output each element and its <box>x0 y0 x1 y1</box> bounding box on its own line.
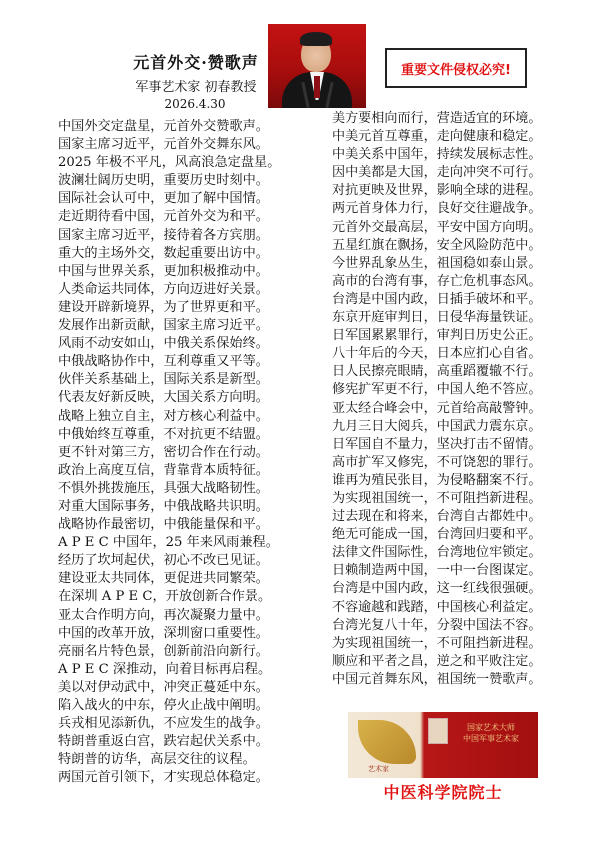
certificate-image <box>348 712 538 778</box>
poem-line: 兵戎相见添新仇，不应发生的战争。 <box>58 716 269 732</box>
poem-line: 中俄战略协作中，互利尊重又平等。 <box>58 354 269 370</box>
copyright-notice-text: 重要文件侵权必究! <box>401 62 511 78</box>
poem-line: 日军国累累罪行，审判日历史公正。 <box>332 328 542 344</box>
portrait-tie <box>314 76 320 98</box>
poem-line: 中美关系中国年，持续发展标志性。 <box>332 147 542 163</box>
poem-line: 建设开辟新境界，为了世界更和平。 <box>58 299 269 315</box>
poem-line: 亮丽名片特色景，创新前沿向新行。 <box>58 643 269 659</box>
poem-line: 因中美都是大国，走向冲突不可行。 <box>332 165 542 181</box>
poem-line: 战略协作最密切，中俄能量保和平。 <box>58 517 269 533</box>
poem-line: 绝无可能成一国，台湾回归要和平。 <box>332 527 542 543</box>
poem-line: 两国元首引领下，才实现总体稳定。 <box>58 770 269 786</box>
poem-line: 更不针对第三方，密切合作在行动。 <box>58 444 269 460</box>
poem-column-left <box>58 118 336 787</box>
poem-line: 亚太合作明方向，再次凝聚力量中。 <box>58 607 269 623</box>
poem-line: 顺应和平者之昌，逆之和平败注定。 <box>332 653 542 669</box>
poem-line: 人类命运共同体，方向迈进好关景。 <box>58 281 269 297</box>
poem-line: 日赖制造两中国，一中一台图谋定。 <box>332 563 542 579</box>
poem-line: 八十年后的今天，日本应扪心自省。 <box>332 346 542 362</box>
poem-line: 美以对伊动武中，冲突正蔓延中东。 <box>58 679 269 695</box>
poem-line: 国家主席习近平，元首外交舞东风。 <box>58 137 269 153</box>
poem-line: 对重大国际事务，中俄战略共识明。 <box>58 498 269 514</box>
poem-line: 中美元首互尊重，走向健康和稳定。 <box>332 129 542 145</box>
poem-line: 对抗更映及世界，影响全球的进程。 <box>332 183 542 199</box>
certificate-title <box>448 722 534 744</box>
author-line: 军事艺术家 初春教授 <box>135 80 257 95</box>
poem-line: 不惧外挑拨施压，具强大战略韧性。 <box>58 480 269 496</box>
poem-line: 过去现在和将来，台湾自古都姓中。 <box>332 509 542 525</box>
certificate-photo <box>428 718 448 744</box>
portrait-photo <box>268 24 366 108</box>
poem-line: A P E C 深推动，向着目标再启程。 <box>58 661 272 677</box>
certificate-line-2: 中国军事艺术家 <box>463 734 519 743</box>
poem-column-right <box>332 110 568 689</box>
poem-line: 伙伴关系基础上，国际关系是新型。 <box>58 372 269 388</box>
poem-line: 中俄始终互尊重，不对抗更不结盟。 <box>58 426 269 442</box>
poem-line: 美方要相向而行，营造适宜的环境。 <box>332 111 542 126</box>
poem-line: 五星红旗在飘扬，安全风险防范中。 <box>332 237 542 253</box>
poem-line: 修宪扩军更不行，中国人绝不答应。 <box>332 382 542 398</box>
poem-line: 亚太经合峰会中，元首给高敲警钟。 <box>332 400 542 416</box>
poem-line: 为实现祖国统一，不可阻挡新进程。 <box>332 490 542 506</box>
poem-line: 台湾是中国内政，这一红线很强硬。 <box>332 581 542 597</box>
poem-line: 法律文件国际性，台湾地位牢锁定。 <box>332 545 542 561</box>
poem-line: 为实现祖国统一，不可阻挡新进程。 <box>332 635 542 651</box>
poem-line: 走近期待看中国，元首外交为和平。 <box>58 209 269 225</box>
poem-line: 日军国自不量力，坚决打击不留情。 <box>332 436 542 452</box>
poem-line: 政治上高度互信，背靠背本质特征。 <box>58 462 269 478</box>
academician-label: 中医科学院院士 <box>383 783 503 802</box>
poem-line: 在深圳 A P E C，开放创新合作景。 <box>58 589 272 605</box>
poem-title: 元首外交·赞歌声 <box>133 53 259 72</box>
poem-line: 特朗普重返白宫，跌宕起伏关系中。 <box>58 734 269 750</box>
poem-line: 东京开庭审判日，日侵华海量铁证。 <box>332 310 542 326</box>
poem-line: 波澜壮阔历史明，重要历史时刻中。 <box>58 173 269 189</box>
copyright-notice-box <box>385 48 527 88</box>
poem-line: 中国的改革开放，深圳窗口重要性。 <box>58 625 269 641</box>
poem-line: 建设亚太共同体，更促进共同繁荣。 <box>58 571 269 587</box>
portrait-hair <box>300 32 332 46</box>
poem-line: 日人民擦亮眼睛，高重蹈覆辙不行。 <box>332 364 542 380</box>
horn-trophy-icon <box>358 720 416 764</box>
poem-line: 今世界乱象丛生，祖国稳如泰山景。 <box>332 255 542 271</box>
poem-line: 谁再为殖民张目，为侵略翻案不行。 <box>332 472 542 488</box>
poem-line: 国际社会认可中，更加了解中国情。 <box>58 191 269 207</box>
poem-line: 中国外交定盘星，元首外交赞歌声。 <box>58 119 269 134</box>
poem-line: 台湾光复八十年，分裂中国法不容。 <box>332 617 542 633</box>
poem-line: 战略上独立自主，对方核心利益中。 <box>58 408 269 424</box>
certificate-caption: 艺术家 <box>368 765 389 773</box>
poem-line: 陷入战火的中东，停火止战中阐明。 <box>58 698 269 713</box>
poem-line: 特朗普的访华，高层交往的议程。 <box>58 752 256 768</box>
poem-line: 高市扩军又修宪，不可饶恕的罪行。 <box>332 454 542 470</box>
poem-line: 经历了坎坷起伏，初心不改已见证。 <box>58 553 269 569</box>
poem-line: 2025 年极不平凡，风高浪急定盘星。 <box>58 155 281 171</box>
poem-line: 发展作出新贡献，国家主席习近平。 <box>58 318 269 334</box>
poem-line: 九月三日大阅兵，中国武力震东京。 <box>332 418 542 434</box>
poem-line: 代表友好新反映，大国关系方向明。 <box>58 390 269 406</box>
date-line: 2026.4.30 <box>164 97 226 111</box>
poem-line: 国家主席习近平，接待着各方宾朋。 <box>58 227 269 243</box>
poem-line: 重大的主场外交，数起重要出访中。 <box>58 245 269 261</box>
poem-line: 高市的台湾有事，存亡危机事态风。 <box>332 273 542 289</box>
poem-line: 中国与世界关系，更加积极推动中。 <box>58 263 269 279</box>
poem-line: 不容逾越和践踏，中国核心利益定。 <box>332 599 542 615</box>
poem-line: 台湾是中国内政，日插手破坏和平。 <box>332 291 542 307</box>
poem-line: A P E C 中国年，25 年来风雨兼程。 <box>58 535 279 551</box>
poem-line: 元首外交最高层，平安中国方向明。 <box>332 219 542 235</box>
certificate-line-1: 国家艺术大师 <box>467 723 515 732</box>
poem-line: 风雨不动安如山，中俄关系保始终。 <box>58 336 269 352</box>
poem-line: 两元首身体力行，良好交往避战争。 <box>332 201 542 217</box>
poem-line: 中国元首舞东风，祖国统一赞歌声。 <box>332 671 542 687</box>
